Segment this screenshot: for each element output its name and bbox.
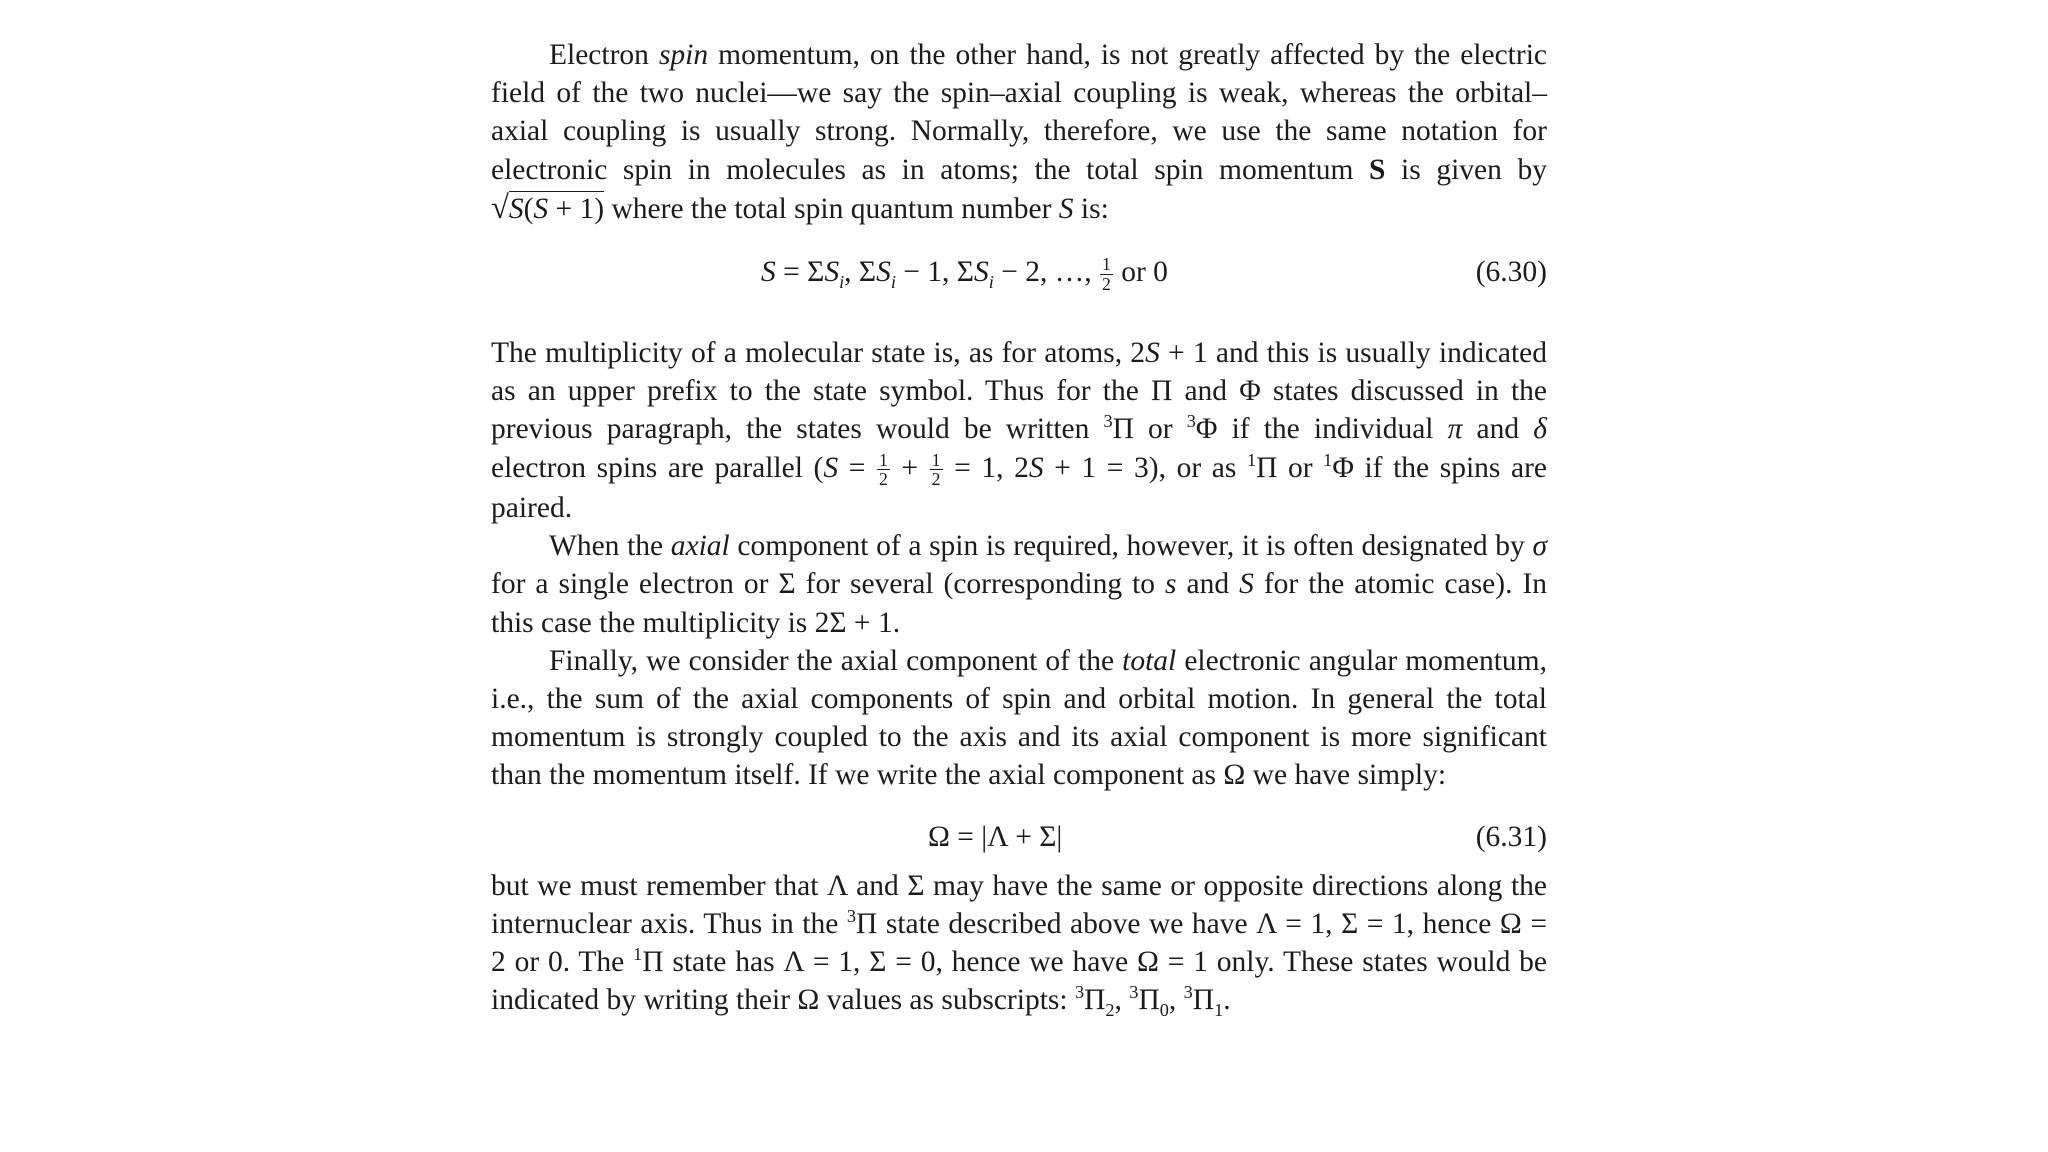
equation-6-30 <box>491 248 1547 296</box>
paragraph-2: The multiplicity of a molecular state is, as for atoms, 2S + 1 and this is usually indicated as an upper prefix to the state symbol. Thus for the Π and Φ states discussed in the previous paragraph, the states would be written $^3$Π or $^3$Φ if the individual π and δ electron spins are parallel (S = $\frac{1}{2}$ + $\frac{1}{2}$ = 1, 2S + 1 = 3), or as $^1$Π or $^1$Φ if the spins are paired. <box>491 337 1548 524</box>
text-page <box>491 36 1547 1019</box>
paragraph-5: but we must remember that Λ and Σ may have the same or opposite directions along the internuclear axis. Thus in the $^3$Π state described above we have Λ = 1, Σ = 1, hence Ω = 2 or 0. The $^1$Π state has Λ = 1, Σ = 0, hence we have Ω = 1 only. These states would be indicated by writing their Ω values as subscripts: $^3\Pi_2$, $^3\Pi_0$, $^3\Pi_1$. <box>491 869 1547 1021</box>
equation-expression: Ω = |Λ + Σ| <box>928 820 1063 853</box>
paragraph-3: When the axial component of a spin is required, however, it is often designated by σ for a single electron or Σ for several (corresponding to s and S for the atomic case). In this case the multiplicity is 2Σ + 1. <box>491 530 1548 639</box>
equation-6-31 <box>491 813 1547 861</box>
paragraph-4: Finally, we consider the axial component of the total electronic angular momentum, i.e., the sum of the axial components of spin and orbital motion. In general the total momentum is strongly coupled to the axis and its axial component is more significant than the momentum itself. If we write the axial component as Ω we have simply: <box>491 644 1547 792</box>
equation-number: (6.30) <box>1475 256 1547 289</box>
equation-expression: $S = \Sigma S_i$, $\Sigma S_i - 1$, $\Sigma S_i - 2$, …, $\frac{1}{2}$ or 0 <box>761 254 1168 294</box>
equation-number: (6.31) <box>1475 820 1547 853</box>
paragraph-1: Electron spin momentum, on the other hand, is not greatly affected by the electric field of the two nuclei—we say the spin–axial coupling is weak, whereas the orbital–axial coupling is usually strong. Normally, therefore, we use the same notation for electronic spin in molecules as in atoms; the total spin momentum S is given by √S(S + 1) where the total spin quantum number S is: <box>491 39 1548 226</box>
